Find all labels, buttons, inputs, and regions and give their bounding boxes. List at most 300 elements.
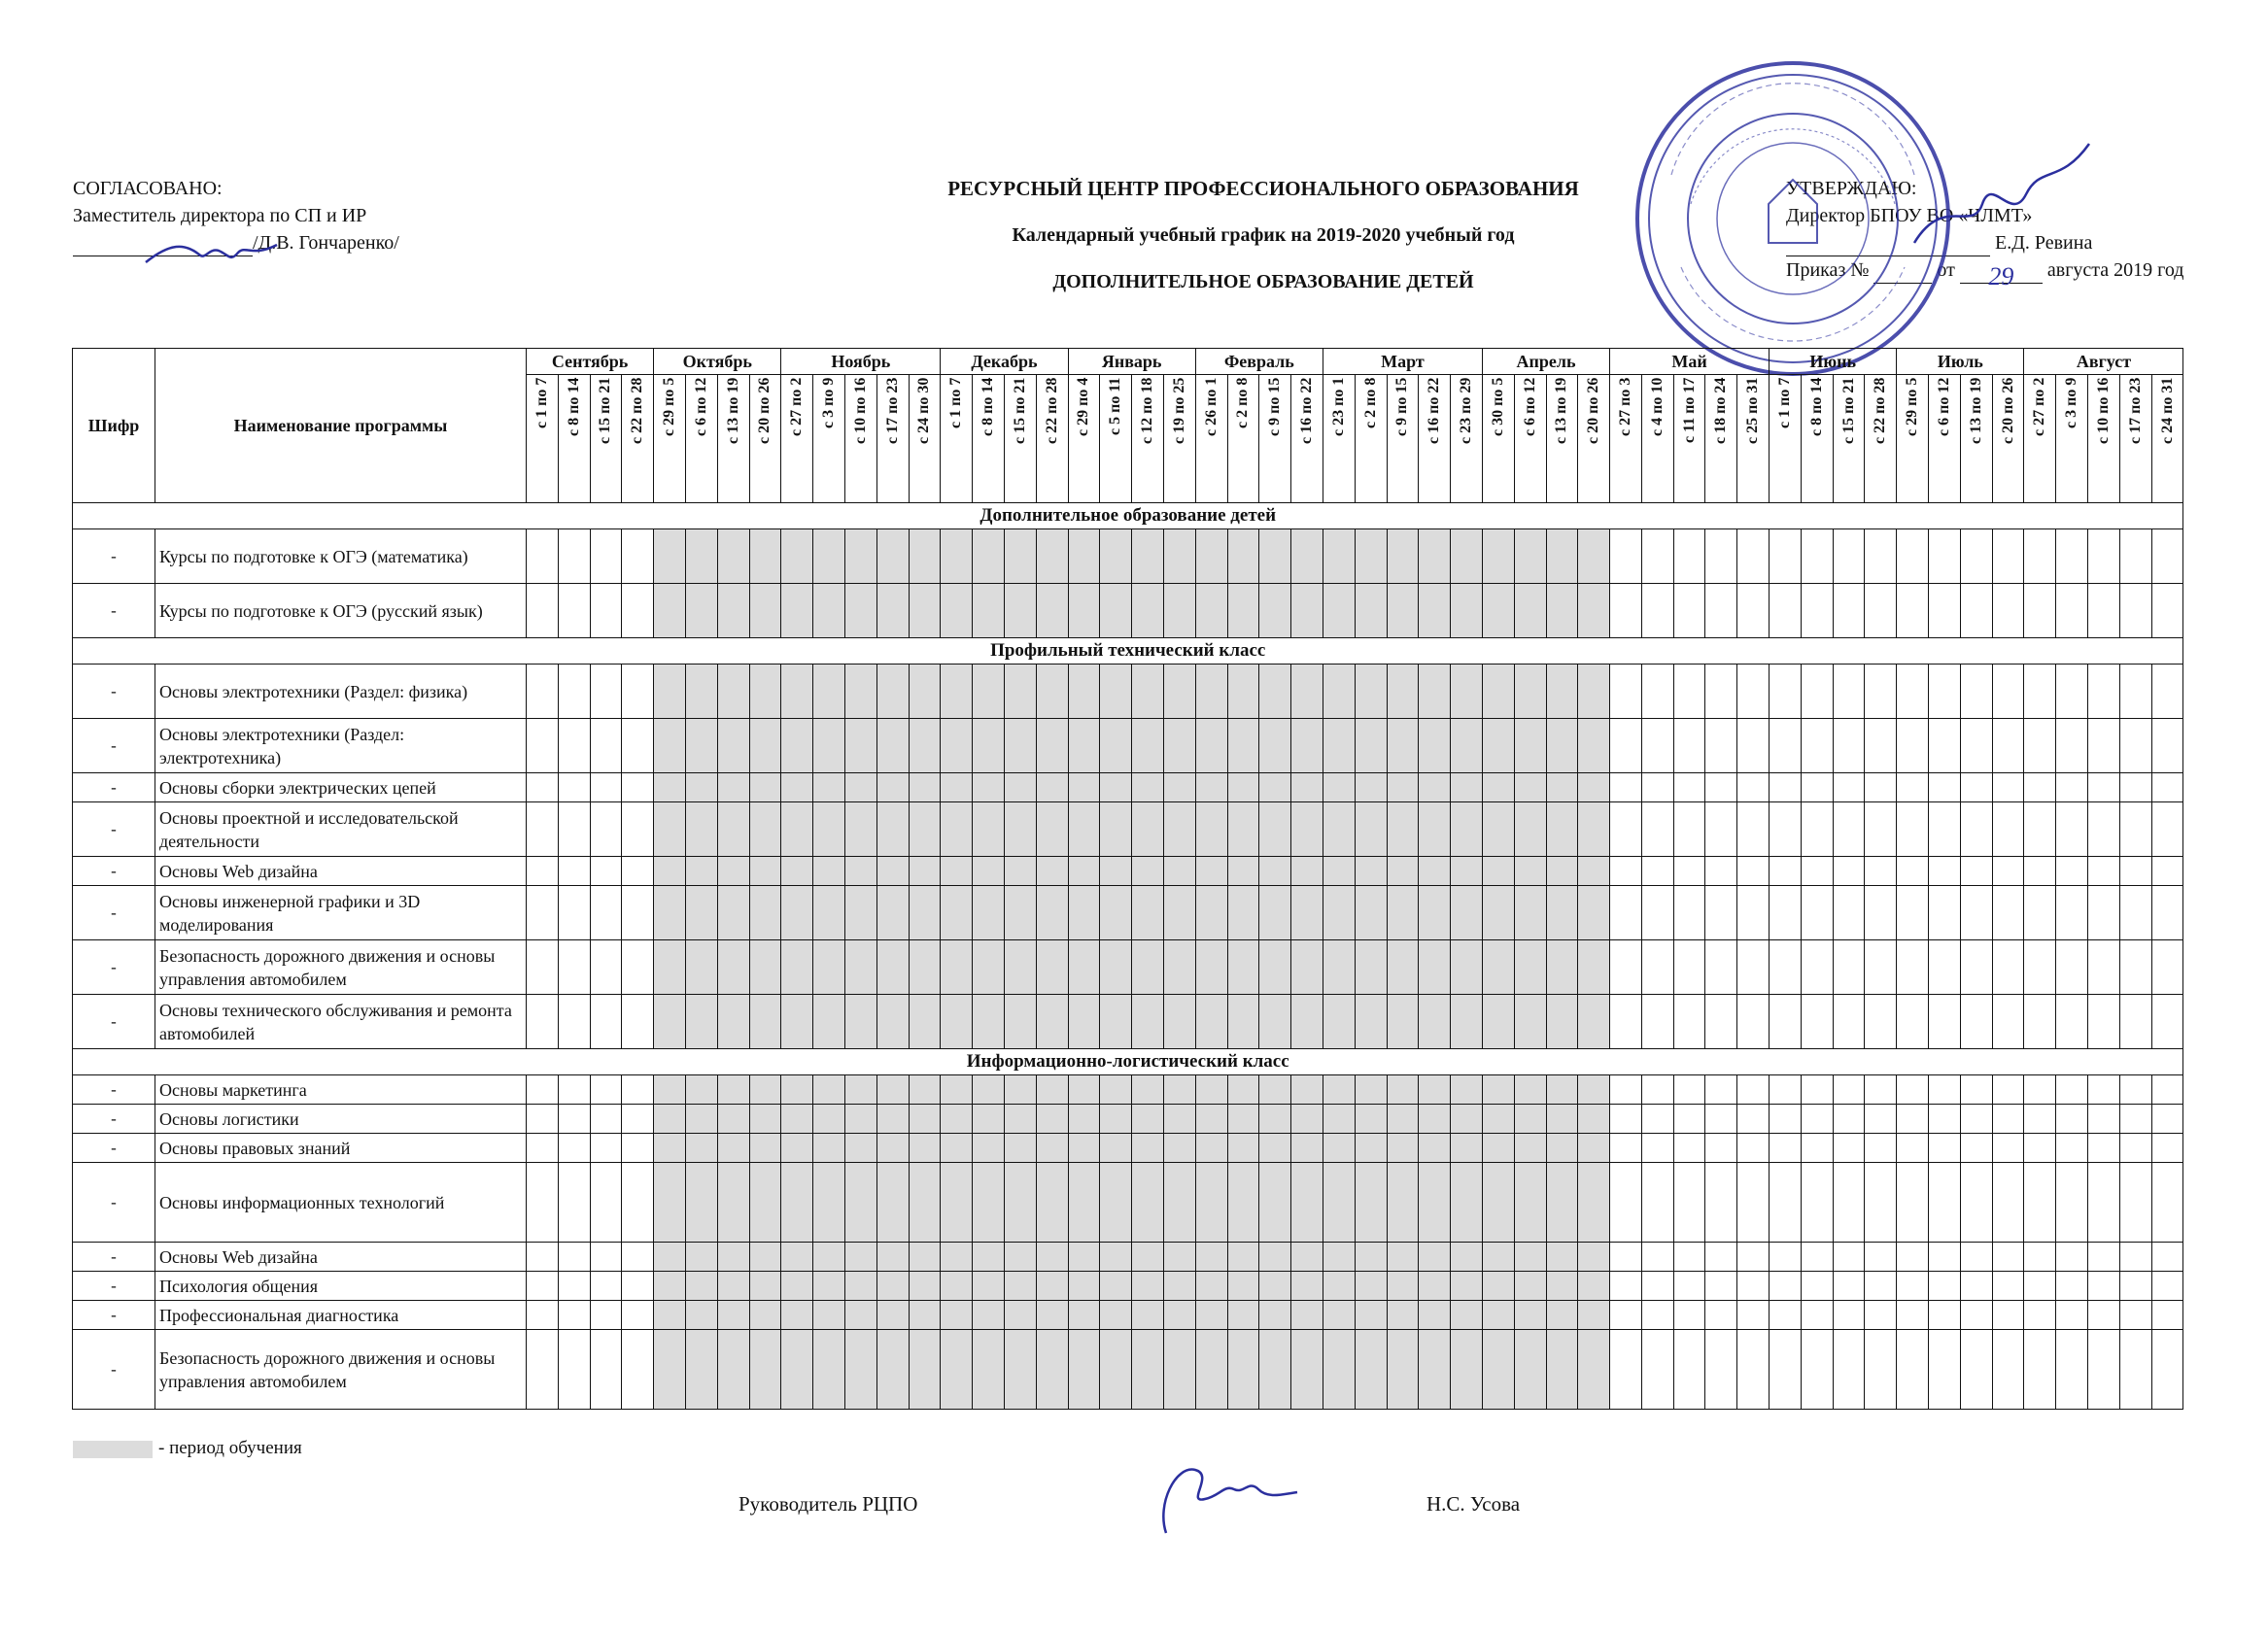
- study-period-cell: [781, 1330, 813, 1410]
- table-row: [73, 719, 2183, 773]
- study-period-cell: [1291, 940, 1323, 995]
- week-cell: [1641, 1243, 1673, 1272]
- week-cell: [558, 584, 590, 638]
- study-period-cell: [1546, 1075, 1578, 1105]
- study-period-cell: [1578, 584, 1610, 638]
- study-period-cell: [909, 773, 941, 802]
- study-period-cell: [1227, 1105, 1259, 1134]
- week-cell: [2151, 665, 2183, 719]
- week-cell: [1705, 584, 1737, 638]
- week-cell: [1673, 857, 1705, 886]
- week-cell: [1897, 1134, 1929, 1163]
- study-period-cell: [1546, 773, 1578, 802]
- study-period-cell: [1482, 995, 1514, 1049]
- study-period-cell: [1132, 773, 1164, 802]
- week-range-label: с 3 по 9: [820, 377, 838, 428]
- study-period-cell: [1419, 995, 1451, 1049]
- week-header: [527, 375, 559, 503]
- study-period-cell: [941, 1075, 973, 1105]
- study-period-cell: [1419, 1075, 1451, 1105]
- study-period-cell: [1451, 1134, 1483, 1163]
- week-header: [1514, 375, 1546, 503]
- approved-title: УТВЕРЖДАЮ:: [1786, 178, 1917, 199]
- week-cell: [1705, 1075, 1737, 1105]
- study-period-cell: [1100, 1105, 1132, 1134]
- study-period-cell: [1068, 940, 1100, 995]
- week-cell: [1610, 665, 1642, 719]
- study-period-cell: [1291, 1163, 1323, 1243]
- week-cell: [1960, 995, 1992, 1049]
- study-period-cell: [717, 665, 749, 719]
- study-period-cell: [1004, 665, 1036, 719]
- study-period-cell: [1004, 1301, 1036, 1330]
- study-period-cell: [1482, 1243, 1514, 1272]
- study-period-cell: [1419, 1272, 1451, 1301]
- study-period-cell: [876, 857, 909, 886]
- study-period-cell: [1419, 802, 1451, 857]
- week-header: [1992, 375, 2024, 503]
- week-cell: [527, 1243, 559, 1272]
- week-range-label: с 16 по 22: [1426, 377, 1443, 444]
- month-header: Май: [1610, 349, 1770, 375]
- org-title: РЕСУРСНЫЙ ЦЕНТР ПРОФЕССИОНАЛЬНОГО ОБРАЗОВАНИЯ: [947, 177, 1579, 200]
- study-period-cell: [1451, 1075, 1483, 1105]
- study-period-cell: [1132, 1105, 1164, 1134]
- study-period-cell: [973, 1243, 1005, 1272]
- study-period-cell: [813, 940, 845, 995]
- study-period-cell: [1227, 1330, 1259, 1410]
- study-period-cell: [1578, 1134, 1610, 1163]
- week-cell: [1992, 584, 2024, 638]
- week-header: [685, 375, 717, 503]
- week-range-label: с 26 по 1: [1202, 377, 1220, 436]
- footer-role: Руководитель РЦПО: [739, 1492, 918, 1516]
- week-cell: [2119, 1243, 2151, 1272]
- week-cell: [1673, 886, 1705, 940]
- week-cell: [1705, 857, 1737, 886]
- program-name: Основы правовых знаний: [155, 1134, 527, 1163]
- study-period-cell: [1132, 1330, 1164, 1410]
- month-header: Июнь: [1770, 349, 1897, 375]
- study-period-cell: [1387, 995, 1419, 1049]
- week-cell: [2151, 1301, 2183, 1330]
- week-cell: [1705, 995, 1737, 1049]
- study-period-cell: [1578, 802, 1610, 857]
- week-cell: [1770, 1075, 1802, 1105]
- week-cell: [2119, 719, 2151, 773]
- week-cell: [2088, 1243, 2120, 1272]
- week-cell: [1897, 529, 1929, 584]
- week-cell: [1641, 584, 1673, 638]
- week-header: [1737, 375, 1770, 503]
- study-period-cell: [1004, 886, 1036, 940]
- week-cell: [1737, 886, 1770, 940]
- week-cell: [1610, 1134, 1642, 1163]
- section-title: Дополнительное образование детей: [73, 503, 2183, 529]
- week-cell: [2119, 1163, 2151, 1243]
- study-period-cell: [1387, 886, 1419, 940]
- study-period-cell: [717, 719, 749, 773]
- week-header: [1068, 375, 1100, 503]
- study-period-cell: [717, 995, 749, 1049]
- study-period-cell: [1036, 773, 1068, 802]
- study-period-cell: [781, 773, 813, 802]
- study-period-cell: [717, 940, 749, 995]
- week-cell: [1833, 802, 1865, 857]
- study-period-cell: [781, 665, 813, 719]
- week-cell: [1737, 1330, 1770, 1410]
- program-name: Основы сборки электрических цепей: [155, 773, 527, 802]
- study-period-cell: [1004, 802, 1036, 857]
- study-period-cell: [1451, 529, 1483, 584]
- study-period-cell: [973, 940, 1005, 995]
- study-period-cell: [1514, 1330, 1546, 1410]
- week-header: [1195, 375, 1227, 503]
- study-period-cell: [844, 1243, 876, 1272]
- study-period-cell: [654, 584, 686, 638]
- week-cell: [2024, 940, 2056, 995]
- week-cell: [2024, 773, 2056, 802]
- study-period-cell: [1068, 1163, 1100, 1243]
- study-period-cell: [1323, 1075, 1355, 1105]
- study-period-cell: [1100, 584, 1132, 638]
- study-period-cell: [717, 802, 749, 857]
- week-range-label: с 2 по 8: [1361, 377, 1379, 428]
- study-period-cell: [876, 719, 909, 773]
- study-period-cell: [1323, 857, 1355, 886]
- study-period-cell: [685, 940, 717, 995]
- week-range-label: с 23 по 1: [1329, 377, 1347, 436]
- week-range-label: с 13 по 19: [1553, 377, 1570, 444]
- week-cell: [2088, 529, 2120, 584]
- study-period-cell: [813, 1105, 845, 1134]
- study-period-cell: [1578, 1243, 1610, 1272]
- week-cell: [1833, 995, 1865, 1049]
- order-date-prefix: от: [1937, 259, 1955, 281]
- study-period-cell: [1227, 1075, 1259, 1105]
- study-period-cell: [717, 1105, 749, 1134]
- study-period-cell: [1227, 1272, 1259, 1301]
- handwritten-signature-icon: [1905, 136, 2099, 262]
- study-period-cell: [1227, 665, 1259, 719]
- week-cell: [1801, 857, 1833, 886]
- study-period-cell: [1227, 1163, 1259, 1243]
- study-period-cell: [1132, 1301, 1164, 1330]
- study-period-cell: [1482, 1272, 1514, 1301]
- study-period-cell: [654, 773, 686, 802]
- study-period-cell: [973, 1272, 1005, 1301]
- week-cell: [2119, 857, 2151, 886]
- week-cell: [1673, 719, 1705, 773]
- study-period-cell: [1163, 940, 1195, 995]
- study-period-cell: [1451, 802, 1483, 857]
- week-cell: [1705, 1272, 1737, 1301]
- program-code: -: [73, 584, 155, 638]
- week-cell: [1673, 1163, 1705, 1243]
- study-period-cell: [1387, 1163, 1419, 1243]
- study-period-cell: [1546, 584, 1578, 638]
- study-period-cell: [1132, 802, 1164, 857]
- week-cell: [527, 529, 559, 584]
- footer-name: Н.С. Усова: [1426, 1492, 1521, 1516]
- week-cell: [2024, 529, 2056, 584]
- week-cell: [1992, 940, 2024, 995]
- study-period-cell: [1036, 529, 1068, 584]
- study-period-cell: [1323, 719, 1355, 773]
- study-period-cell: [1004, 1134, 1036, 1163]
- section-row: [73, 503, 2183, 529]
- week-cell: [1929, 886, 1961, 940]
- week-cell: [1801, 773, 1833, 802]
- study-period-cell: [941, 802, 973, 857]
- study-period-cell: [1036, 1272, 1068, 1301]
- study-period-cell: [1259, 940, 1291, 995]
- week-cell: [1705, 802, 1737, 857]
- month-header: Февраль: [1195, 349, 1323, 375]
- study-period-cell: [1387, 802, 1419, 857]
- week-range-label: с 25 по 31: [1744, 377, 1762, 444]
- week-cell: [1673, 1243, 1705, 1272]
- schedule-table: [72, 348, 2183, 1410]
- week-header: [1865, 375, 1897, 503]
- study-period-cell: [1132, 1075, 1164, 1105]
- study-period-cell: [909, 1301, 941, 1330]
- study-period-cell: [1195, 995, 1227, 1049]
- week-cell: [1960, 1105, 1992, 1134]
- program-name: Основы инженерной графики и 3D моделирования: [155, 886, 527, 940]
- week-range-label: с 13 по 19: [724, 377, 741, 444]
- study-period-cell: [654, 886, 686, 940]
- week-cell: [2088, 719, 2120, 773]
- week-range-label: с 9 по 15: [1393, 377, 1411, 436]
- study-period-cell: [1546, 1134, 1578, 1163]
- week-cell: [1833, 719, 1865, 773]
- week-cell: [2119, 1105, 2151, 1134]
- week-cell: [1897, 1243, 1929, 1272]
- study-period-cell: [1419, 584, 1451, 638]
- week-cell: [622, 719, 654, 773]
- study-period-cell: [1482, 857, 1514, 886]
- week-cell: [590, 940, 622, 995]
- study-period-cell: [1482, 940, 1514, 995]
- name-column-header: Наименование программы: [155, 349, 527, 503]
- study-period-cell: [717, 1330, 749, 1410]
- week-range-label: с 8 по 14: [565, 377, 582, 436]
- week-cell: [1673, 1330, 1705, 1410]
- week-header: [1132, 375, 1164, 503]
- week-header: [1578, 375, 1610, 503]
- week-cell: [2151, 1243, 2183, 1272]
- week-cell: [1992, 857, 2024, 886]
- week-header: [876, 375, 909, 503]
- handwritten-signature-icon: [141, 233, 287, 272]
- study-period-cell: [1100, 1272, 1132, 1301]
- table-row: [73, 886, 2183, 940]
- week-cell: [1833, 1134, 1865, 1163]
- study-period-cell: [844, 802, 876, 857]
- study-period-cell: [813, 1272, 845, 1301]
- study-period-cell: [1514, 995, 1546, 1049]
- week-range-label: с 9 по 15: [1266, 377, 1284, 436]
- table-row: [73, 995, 2183, 1049]
- study-period-cell: [1068, 995, 1100, 1049]
- week-range-label: с 18 по 24: [1712, 377, 1730, 444]
- week-cell: [2151, 886, 2183, 940]
- week-cell: [1992, 665, 2024, 719]
- program-code: -: [73, 719, 155, 773]
- study-period-cell: [781, 1301, 813, 1330]
- study-period-cell: [813, 1243, 845, 1272]
- week-cell: [2151, 1272, 2183, 1301]
- study-period-cell: [1132, 886, 1164, 940]
- week-range-label: с 24 по 31: [2158, 377, 2176, 444]
- program-name: Основы Web дизайна: [155, 857, 527, 886]
- study-period-cell: [876, 886, 909, 940]
- week-header: [1227, 375, 1259, 503]
- study-period-cell: [1546, 1163, 1578, 1243]
- study-period-cell: [1419, 1163, 1451, 1243]
- study-period-cell: [876, 584, 909, 638]
- study-period-cell: [781, 1105, 813, 1134]
- month-header: Июль: [1897, 349, 2024, 375]
- study-period-cell: [844, 1330, 876, 1410]
- study-period-cell: [1036, 1134, 1068, 1163]
- week-cell: [1641, 995, 1673, 1049]
- study-period-cell: [1323, 1272, 1355, 1301]
- week-header: [1323, 375, 1355, 503]
- study-period-cell: [717, 886, 749, 940]
- week-header: [813, 375, 845, 503]
- study-period-cell: [1163, 1272, 1195, 1301]
- study-period-cell: [1259, 886, 1291, 940]
- study-period-cell: [1578, 1330, 1610, 1410]
- study-period-cell: [1163, 1163, 1195, 1243]
- month-header: Март: [1323, 349, 1482, 375]
- week-cell: [1610, 886, 1642, 940]
- month-header: Январь: [1068, 349, 1195, 375]
- study-period-cell: [1291, 529, 1323, 584]
- week-cell: [2088, 940, 2120, 995]
- table-row: [73, 857, 2183, 886]
- week-cell: [558, 719, 590, 773]
- study-period-cell: [1387, 1134, 1419, 1163]
- study-period-cell: [1419, 857, 1451, 886]
- study-period-cell: [654, 802, 686, 857]
- study-period-cell: [1195, 857, 1227, 886]
- week-cell: [1992, 1105, 2024, 1134]
- study-period-cell: [685, 886, 717, 940]
- study-period-cell: [844, 1134, 876, 1163]
- week-cell: [1801, 665, 1833, 719]
- week-cell: [1705, 1105, 1737, 1134]
- month-header: Август: [2024, 349, 2183, 375]
- week-cell: [1705, 665, 1737, 719]
- study-period-cell: [1323, 886, 1355, 940]
- week-cell: [1929, 1075, 1961, 1105]
- study-period-cell: [781, 529, 813, 584]
- week-cell: [1737, 857, 1770, 886]
- study-period-cell: [1036, 857, 1068, 886]
- study-period-cell: [1100, 1330, 1132, 1410]
- week-cell: [1865, 857, 1897, 886]
- study-period-cell: [654, 1301, 686, 1330]
- week-header: [1291, 375, 1323, 503]
- program-code: -: [73, 773, 155, 802]
- week-cell: [2119, 940, 2151, 995]
- week-cell: [622, 802, 654, 857]
- week-header: [1641, 375, 1673, 503]
- study-period-cell: [876, 1330, 909, 1410]
- week-cell: [1737, 529, 1770, 584]
- week-cell: [2024, 1075, 2056, 1105]
- study-period-cell: [1578, 995, 1610, 1049]
- study-period-cell: [1419, 529, 1451, 584]
- study-period-cell: [1100, 529, 1132, 584]
- week-cell: [1610, 1301, 1642, 1330]
- study-period-cell: [941, 857, 973, 886]
- week-cell: [1801, 1272, 1833, 1301]
- week-cell: [1865, 773, 1897, 802]
- program-code: -: [73, 1243, 155, 1272]
- week-cell: [1641, 719, 1673, 773]
- table-row: [73, 1134, 2183, 1163]
- week-cell: [527, 719, 559, 773]
- week-cell: [1801, 719, 1833, 773]
- week-cell: [1641, 886, 1673, 940]
- week-cell: [1865, 940, 1897, 995]
- study-period-cell: [813, 719, 845, 773]
- week-cell: [1641, 1075, 1673, 1105]
- week-range-label: с 5 по 11: [1107, 377, 1124, 435]
- week-header: [1546, 375, 1578, 503]
- week-cell: [2056, 1301, 2088, 1330]
- study-period-cell: [1291, 719, 1323, 773]
- week-cell: [1897, 995, 1929, 1049]
- week-cell: [2151, 719, 2183, 773]
- program-name: Профессиональная диагностика: [155, 1301, 527, 1330]
- week-header: [1451, 375, 1483, 503]
- week-header: [1673, 375, 1705, 503]
- week-cell: [1770, 665, 1802, 719]
- week-cell: [1610, 1272, 1642, 1301]
- study-period-cell: [1259, 1301, 1291, 1330]
- study-period-cell: [941, 940, 973, 995]
- week-range-label: с 11 по 17: [1680, 377, 1698, 443]
- week-cell: [1865, 1272, 1897, 1301]
- study-period-cell: [876, 995, 909, 1049]
- week-cell: [622, 773, 654, 802]
- week-range-label: с 29 по 5: [661, 377, 678, 436]
- program-code: -: [73, 665, 155, 719]
- study-period-cell: [876, 1163, 909, 1243]
- study-period-cell: [1259, 857, 1291, 886]
- week-cell: [1610, 940, 1642, 995]
- study-period-cell: [1132, 584, 1164, 638]
- program-code: -: [73, 995, 155, 1049]
- program-code: -: [73, 529, 155, 584]
- week-cell: [1960, 529, 1992, 584]
- study-period-cell: [1387, 857, 1419, 886]
- study-period-cell: [1259, 665, 1291, 719]
- study-period-cell: [1578, 773, 1610, 802]
- study-period-cell: [1482, 719, 1514, 773]
- program-name: Психология общения: [155, 1272, 527, 1301]
- week-header: [1163, 375, 1195, 503]
- week-cell: [1801, 940, 1833, 995]
- week-cell: [622, 529, 654, 584]
- study-period-cell: [1100, 1075, 1132, 1105]
- week-cell: [1897, 1272, 1929, 1301]
